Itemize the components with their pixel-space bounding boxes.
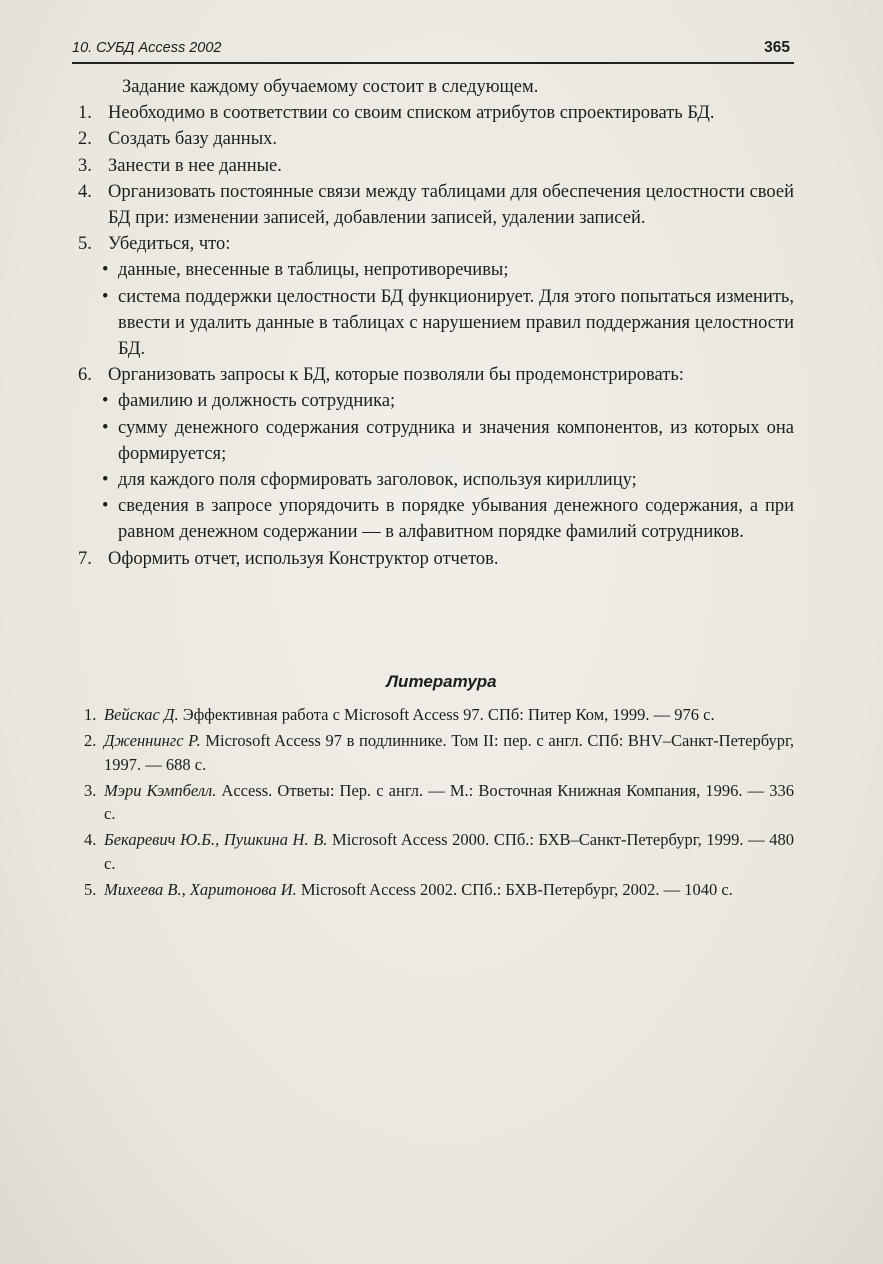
reference-author: Михеева В., Харитонова И. [104, 880, 297, 900]
task-item [78, 362, 794, 388]
bullet-text: система поддержки целостности БД функционирует. Для этого попытаться изменить, ввести и удалить данные в таблицах с нарушением правил поддержания целостности БД. [118, 286, 794, 360]
task-item [78, 179, 794, 231]
reference-number: 3. [84, 780, 97, 800]
reference-author: Бекаревич Ю.Б., Пушкина Н. В. [104, 830, 328, 850]
reference-number: 4. [84, 830, 97, 850]
bullet-item [78, 467, 794, 493]
reference-number: 2. [84, 731, 97, 751]
task-text: Создать базу данных. [108, 129, 278, 150]
task-number: 6. [78, 365, 92, 386]
page-number: 365 [764, 39, 790, 56]
reference-number: 1. [84, 705, 97, 724]
task-number: 5. [78, 234, 92, 255]
task-text: Организовать постоянные связи между таблицами для обеспечения целостности своей БД при: изменении записей, добавлении записей, удалении записей. [108, 181, 794, 229]
bullet-item [78, 388, 794, 414]
reference-text: Microsoft Access 97 в подлиннике. Том II: пер. с англ. СПб: BHV–Санкт-Петербург, 1997. — 688 с. [104, 731, 794, 774]
reference-number: 5. [84, 880, 97, 900]
bullet-item [78, 415, 794, 467]
reference-text: Microsoft Access 2000. СПб.: БХВ–Санкт-Петербург, 1999. — 480 с. [104, 830, 794, 874]
task-text: Необходимо в соответствии со своим списком атрибутов спроектировать БД. [108, 103, 715, 124]
task-item [78, 546, 794, 572]
task-number: 3. [78, 155, 92, 176]
chapter-title: 10. СУБД Access 2002 [72, 40, 222, 56]
reference-text: Access. Ответы: Пер. с англ. — М.: Восточная Книжная Компания, 1996. — 336 с. [104, 780, 794, 824]
reference-item [84, 828, 794, 875]
bullet-icon: • [102, 391, 109, 412]
bullet-icon: • [102, 286, 109, 307]
bullet-item [78, 284, 794, 363]
reference-item [84, 878, 794, 902]
reference-text: Microsoft Access 2002. СПб.: БХВ-Петербург, 2002. — 1040 с. [296, 880, 733, 900]
literature-heading: Литература [386, 672, 497, 691]
bullet-item [78, 493, 794, 545]
bullet-icon: • [102, 260, 109, 281]
task-text: Организовать запросы к БД, которые позволяли бы продемонстрировать: [108, 365, 684, 386]
intro-paragraph: Задание каждому обучаемому состоит в следующем. [122, 77, 539, 97]
reference-list [84, 703, 794, 904]
bullet-text: сведения в запросе упорядочить в порядке убывания денежного содержания, а при равном денежном содержании — в алфавитном порядке фамилий сотрудников. [118, 496, 794, 543]
task-text: Занести в нее данные. [108, 155, 282, 176]
reference-author: Мэри Кэмпбелл. [104, 780, 217, 800]
task-text: Убедиться, что: [108, 234, 231, 255]
reference-item [84, 729, 794, 776]
task-text: Оформить отчет, используя Конструктор отчетов. [108, 548, 499, 569]
task-item [78, 231, 794, 257]
bullet-item [78, 257, 794, 283]
reference-item [84, 703, 794, 727]
reference-item [84, 779, 794, 826]
bullet-text: для каждого поля сформировать заголовок, используя кириллицу; [118, 470, 637, 491]
assignment-text [78, 74, 794, 572]
bullet-icon: • [102, 496, 109, 517]
bullet-text: фамилию и должность сотрудника; [118, 391, 396, 412]
running-header [72, 38, 794, 64]
reference-author: Дженнингс Р. [104, 731, 201, 751]
task-item [78, 126, 794, 152]
task-number: 1. [78, 103, 92, 124]
task-item [78, 100, 794, 126]
task-number: 2. [78, 129, 92, 150]
bullet-icon: • [102, 417, 109, 438]
bullet-text: данные, внесенные в таблицы, непротиворечивы; [118, 260, 509, 281]
reference-author: Вейскас Д. [104, 705, 179, 724]
reference-text: Эффективная работа с Microsoft Access 97. СПб: Питер Ком, 1999. — 976 с. [178, 705, 715, 724]
task-item [78, 153, 794, 179]
task-number: 7. [78, 548, 92, 569]
bullet-text: сумму денежного содержания сотрудника и значения компонентов, из которых она формируется; [118, 417, 794, 464]
task-number: 4. [78, 181, 92, 202]
bullet-icon: • [102, 470, 109, 491]
